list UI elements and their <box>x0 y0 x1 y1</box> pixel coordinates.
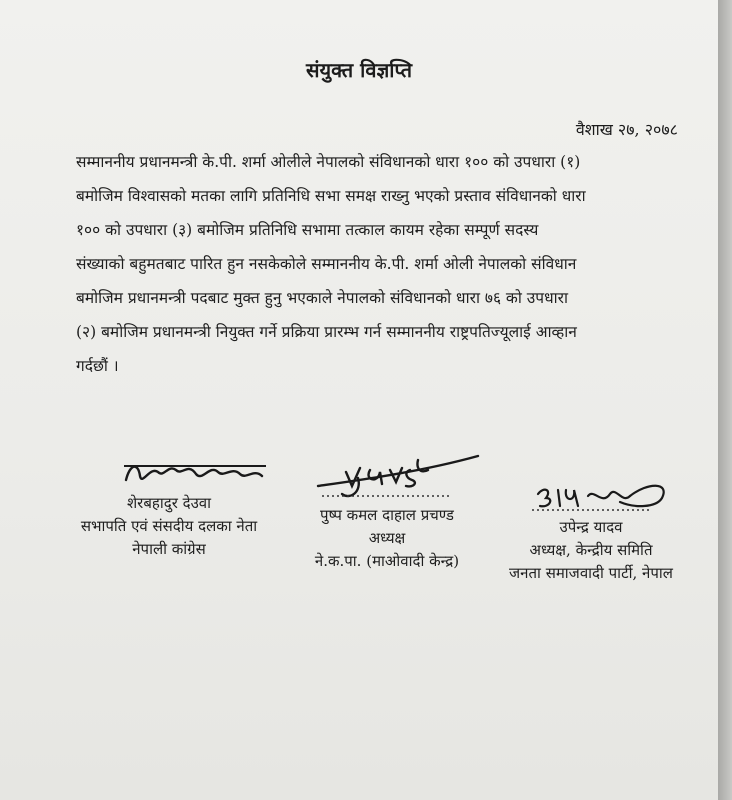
statement-line: १०० को उपधारा (३) बमोजिम प्रतिनिधि सभामा तत्काल कायम रहेका सम्पूर्ण सदस्य <box>76 221 539 239</box>
signature-2-handwriting <box>300 448 490 502</box>
signatory-1-role: सभापति एवं संसदीय दलका नेता <box>80 517 258 535</box>
signatory-2-role: अध्यक्ष <box>368 529 406 547</box>
statement-line: गर्दछौं । <box>76 357 119 375</box>
signatory-1-org: नेपाली कांग्रेस <box>132 540 206 558</box>
signatory-3-name: उपेन्द्र यादव <box>559 518 623 536</box>
signatory-3-org: जनता समाजवादी पार्टी, नेपाल <box>509 564 673 582</box>
signature-1-handwriting <box>120 456 270 490</box>
statement-line: सम्माननीय प्रधानमन्त्री के.पी. शर्मा ओलीले नेपालको संविधानको धारा १०० को उपधारा (१) <box>76 153 581 171</box>
signatory-3 <box>486 516 696 585</box>
signatory-3-role: अध्यक्ष, केन्द्रीय समिति <box>529 541 653 559</box>
signatory-1 <box>44 492 294 561</box>
signatory-2-org: ने.क.पा. (माओवादी केन्द्र) <box>314 552 460 570</box>
signatory-2 <box>282 504 492 573</box>
page-edge <box>718 0 732 800</box>
signatory-2-name: पुष्प कमल दाहाल प्रचण्ड <box>320 506 454 524</box>
document-date: वैशाख २७, २०७८ <box>575 120 678 139</box>
statement-line: बमोजिम प्रधानमन्त्री पदबाट मुक्त हुनु भएकाले नेपालको संविधानको धारा ७६ को उपधारा <box>76 289 568 307</box>
signatory-1-name: शेरबहादुर देउवा <box>126 494 212 512</box>
signature-3-handwriting <box>530 478 680 518</box>
statement-line: (२) बमोजिम प्रधानमन्त्री नियुक्त गर्ने प्रक्रिया प्रारम्भ गर्न सम्माननीय राष्ट्रपतिज्यूलाई आव्हान <box>76 323 577 341</box>
statement-line: संख्याको बहुमतबाट पारित हुन नसकेकोले सम्माननीय के.पी. शर्मा ओली नेपालको संविधान <box>76 255 577 273</box>
statement-line: बमोजिम विश्वासको मतका लागि प्रतिनिधि सभा समक्ष राख्नु भएको प्रस्ताव संविधानको धारा <box>76 187 586 205</box>
document-title: संयुक्त विज्ञप्ति <box>305 58 413 82</box>
